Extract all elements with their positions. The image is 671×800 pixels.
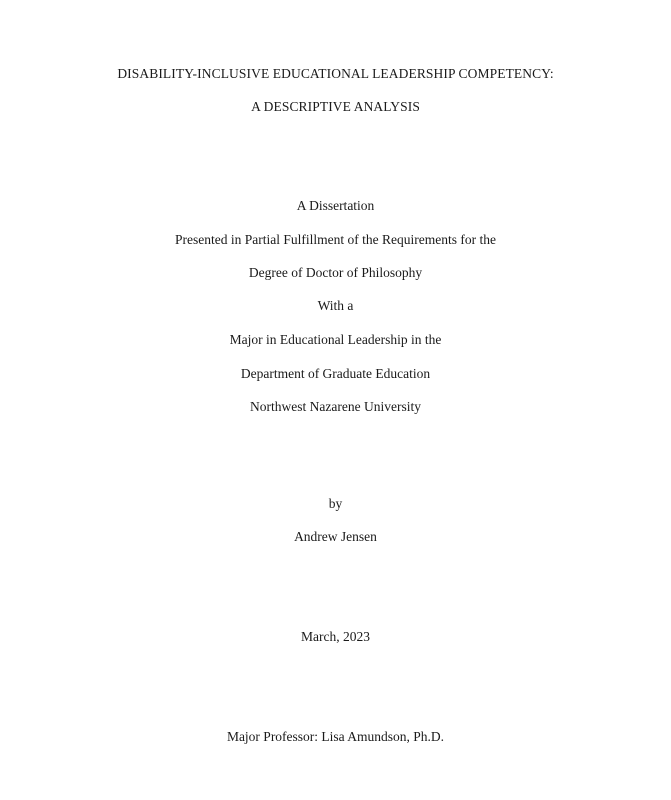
by-label: by <box>328 496 343 511</box>
statement-line-7: Northwest Nazarene University <box>250 399 421 414</box>
statement-line-3: Degree of Doctor of Philosophy <box>248 265 423 280</box>
author-name: Andrew Jensen <box>294 529 377 544</box>
statement-line-2: Presented in Partial Fulfillment of the Requirements for the <box>175 232 496 247</box>
statement-line-4: With a <box>317 298 354 313</box>
major-professor: Major Professor: Lisa Amundson, Ph.D. <box>226 729 445 744</box>
title-line-2: A DESCRIPTIVE ANALYSIS <box>251 99 420 114</box>
title-line-1: DISABILITY-INCLUSIVE EDUCATIONAL LEADERSHIP COMPETENCY: <box>117 66 554 81</box>
date: March, 2023 <box>301 629 370 644</box>
statement-line-5: Major in Educational Leadership in the <box>229 332 442 347</box>
statement-line-6: Department of Graduate Education <box>240 366 431 381</box>
statement-line-1: A Dissertation <box>296 198 375 213</box>
